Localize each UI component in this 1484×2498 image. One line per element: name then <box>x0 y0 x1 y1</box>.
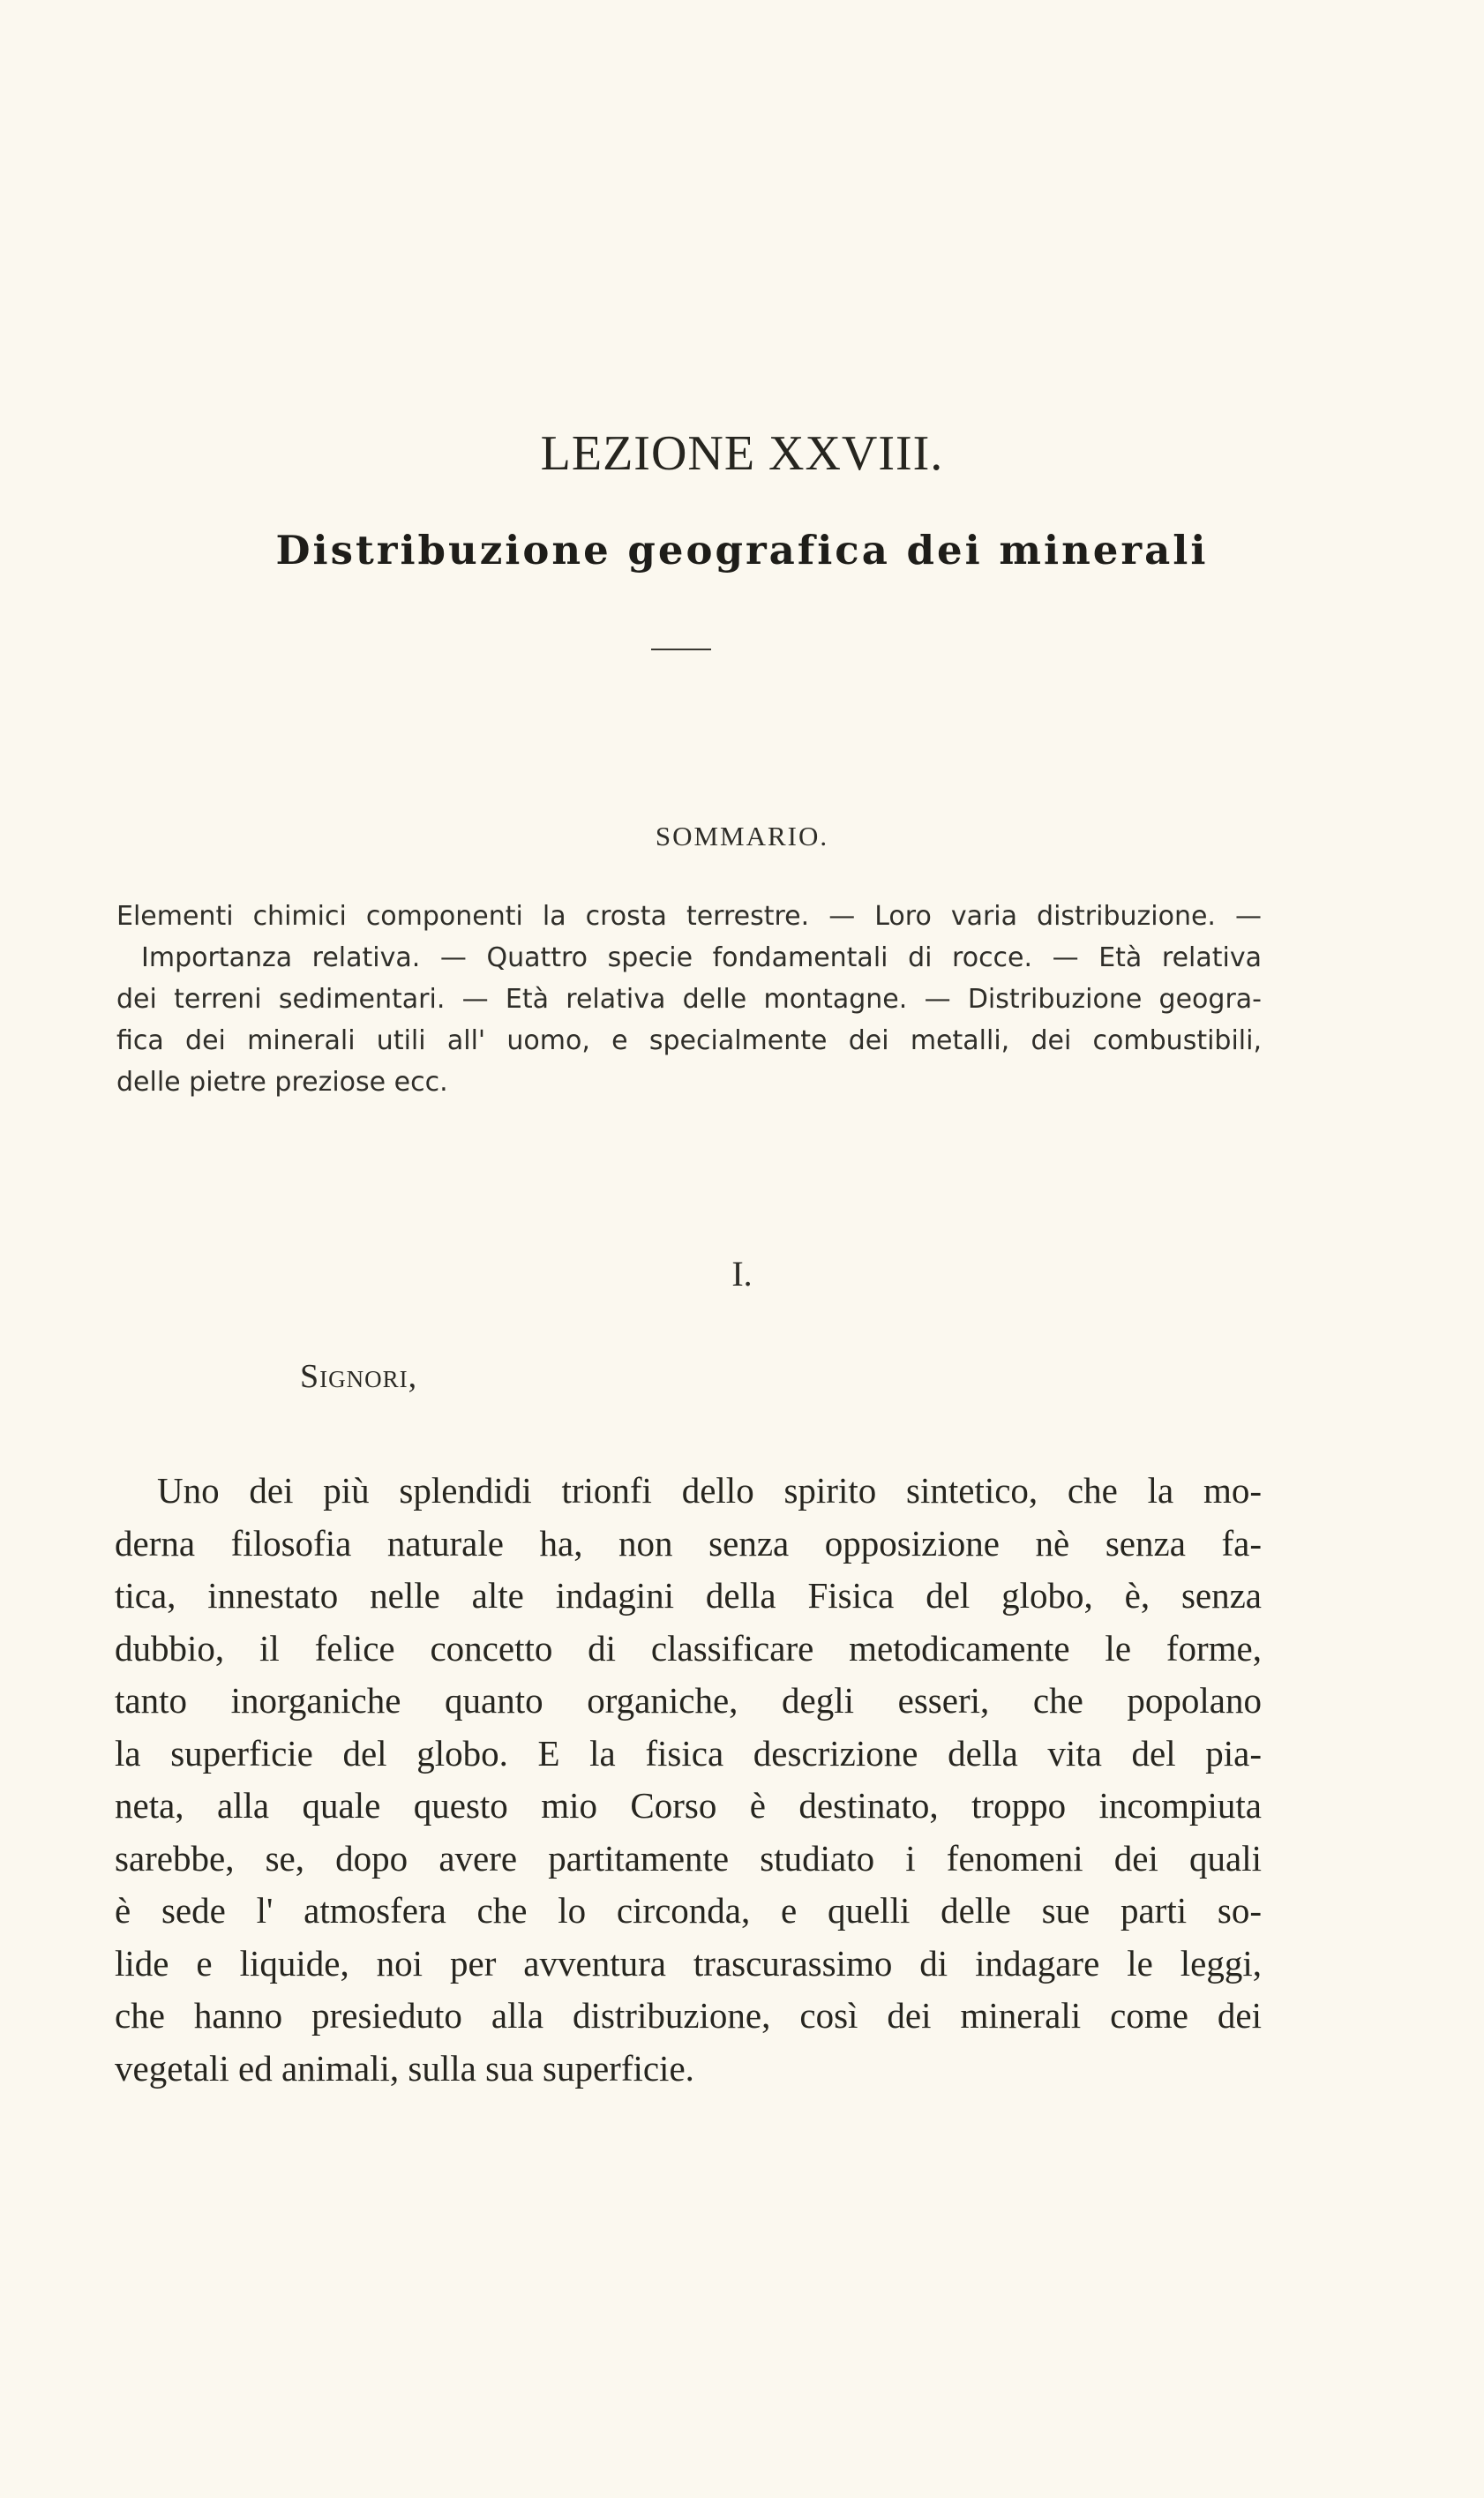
summary-paragraph <box>116 896 1262 1103</box>
body-line: lide e liquide, noi per avventura trascurassimo di indagare le leggi, <box>115 1942 1262 1984</box>
body-line: la superficie del globo. E la fisica descrizione della vita del pia- <box>115 1732 1262 1774</box>
section-number: I. <box>731 1254 753 1294</box>
body-paragraph <box>115 1465 1262 2095</box>
body-line: Uno dei più splendidi trionfi dello spirito sintetico, che la mo- <box>157 1470 1262 1511</box>
summary-line: dei terreni sedimentari. — Età relativa delle montagne. — Distribuzione geogra- <box>116 984 1262 1015</box>
body-line: dubbio, il felice concetto di classificare metodicamente le forme, <box>115 1627 1262 1669</box>
salutation: Signori, <box>300 1358 418 1395</box>
body-line: neta, alla quale questo mio Corso è destinato, troppo incompiuta <box>115 1785 1262 1826</box>
body-line: derna filosofia naturale ha, non senza opposizione nè senza fa- <box>115 1522 1262 1564</box>
summary-heading: SOMMARIO. <box>655 821 829 851</box>
title-divider <box>651 649 711 650</box>
chapter-title: Distribuzione geografica dei minerali <box>275 527 1209 574</box>
body-line: vegetali ed animali, sulla sua superficie. <box>115 2047 694 2089</box>
body-line: è sede l' atmosfera che lo circonda, e quelli delle sue parti so- <box>115 1890 1262 1931</box>
summary-line: delle pietre preziose ecc. <box>116 1067 448 1098</box>
summary-line: Importanza relativa. — Quattro specie fondamentali di rocce. — Età relativa <box>141 942 1262 973</box>
body-line: tanto inorganiche quanto organiche, degli esseri, che popolano <box>115 1680 1262 1721</box>
summary-line: fica dei minerali utili all' uomo, e specialmente dei metalli, dei combustibili, <box>116 1025 1262 1056</box>
body-line: che hanno presieduto alla distribuzione, così dei minerali come dei <box>115 1995 1262 2036</box>
body-line: sarebbe, se, dopo avere partitamente studiato i fenomeni dei quali <box>115 1837 1262 1879</box>
body-line: tica, innestato nelle alte indagini della Fisica del globo, è, senza <box>115 1575 1262 1616</box>
lesson-title: LEZIONE XXVIII. <box>540 426 944 481</box>
summary-line: Elementi chimici componenti la crosta terrestre. — Loro varia distribuzione. — <box>116 901 1262 932</box>
